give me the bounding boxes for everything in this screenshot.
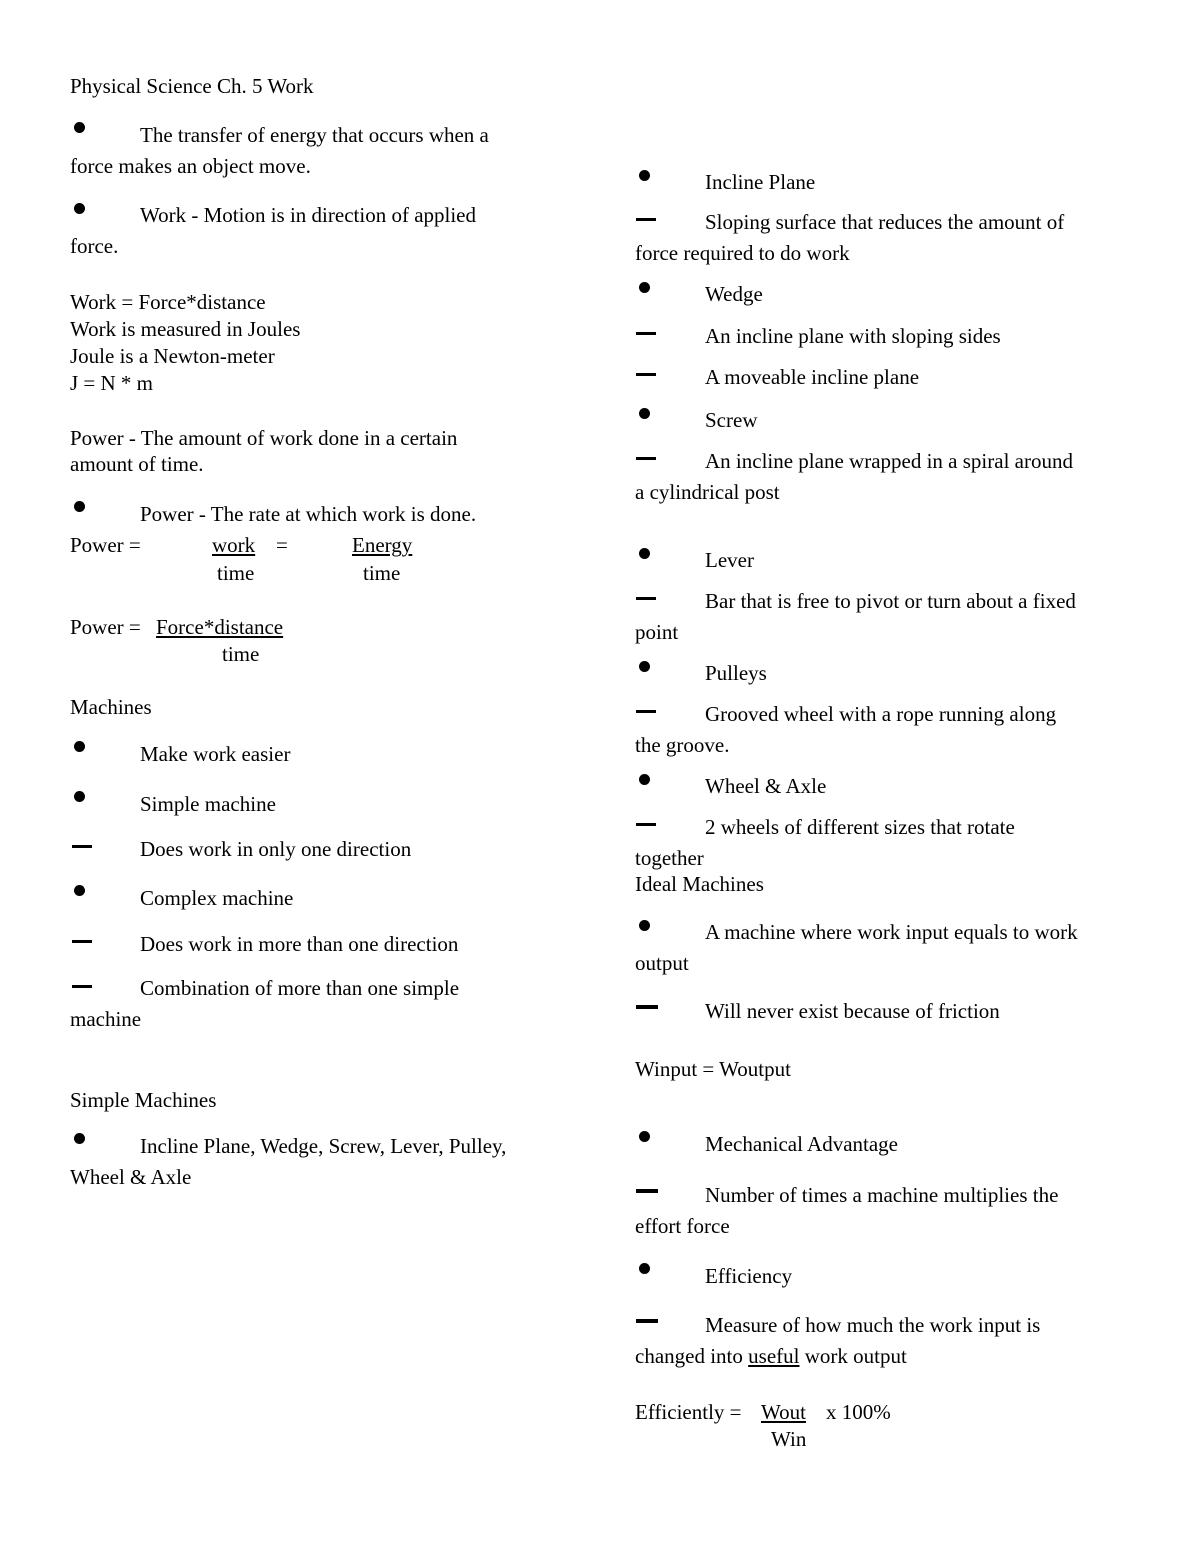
page-title: Physical Science Ch. 5 Work <box>70 74 314 98</box>
right-item-line-1: Bar that is free to pivot or turn about a fixed <box>705 589 1076 613</box>
right-item: An incline plane with sloping sides <box>705 324 1001 348</box>
machines-item: Simple machine <box>140 792 276 816</box>
power-eq-denominator: time <box>363 561 401 585</box>
power-eq2-denominator: time <box>222 642 260 666</box>
right-item-line-1: Sloping surface that reduces the amount of <box>705 210 1065 234</box>
efficiency-eq-numerator: Wout <box>761 1400 806 1424</box>
dash-icon <box>72 940 92 943</box>
right-item: Screw <box>705 408 758 432</box>
ma-item-line-2: effort force <box>635 1214 730 1238</box>
formula-line: Work = Force*distance <box>70 290 266 314</box>
bullet-icon <box>74 885 85 896</box>
bullet-icon <box>639 1263 650 1274</box>
power-eq-denominator: time <box>217 561 255 585</box>
formula-line: Joule is a Newton-meter <box>70 344 275 368</box>
winput-equation: Winput = Woutput <box>635 1057 791 1081</box>
power-definition-line-2: amount of time. <box>70 452 204 476</box>
ideal-item-line-1: A machine where work input equals to work <box>705 920 1078 944</box>
ma-item-line-2-pre: changed into <box>635 1344 749 1368</box>
bullet-icon <box>639 548 650 559</box>
dash-icon <box>636 1005 658 1009</box>
dash-icon <box>72 845 92 848</box>
right-item-line-2: a cylindrical post <box>635 480 780 504</box>
power-eq-numerator-work: work <box>212 533 256 557</box>
power-definition-line-1: Power - The amount of work done in a certain <box>70 426 458 450</box>
bullet-icon <box>639 170 650 181</box>
bullet-icon <box>639 774 650 785</box>
right-item: Wedge <box>705 282 763 306</box>
dash-icon <box>636 373 656 376</box>
bullet-icon <box>74 501 85 512</box>
ma-item: Efficiency <box>705 1264 793 1288</box>
bullet-icon <box>74 791 85 802</box>
definition-line-2: force makes an object move. <box>70 154 311 178</box>
bullet-icon <box>639 282 650 293</box>
machines-item-multiline <box>70 973 560 1035</box>
right-item-multiline <box>635 446 1135 508</box>
ideal-item-multiline <box>635 917 1135 979</box>
power-eq-lhs: Power = <box>70 533 141 557</box>
power-eq-numerator-energy: Energy <box>352 533 413 557</box>
right-item-line-2: the groove. <box>635 733 730 757</box>
machines-item-line-2: machine <box>70 1007 142 1031</box>
formula-line: J = N * m <box>70 371 154 395</box>
machines-item: Does work in only one direction <box>140 837 412 861</box>
power-eq2-lhs: Power = <box>70 615 141 639</box>
simple-machines-paragraph <box>70 1131 570 1193</box>
machines-item-line-1: Combination of more than one simple <box>140 976 460 1000</box>
ma-item-line-1: Number of times a machine multiplies the <box>705 1183 1059 1207</box>
simple-machines-line-1: Incline Plane, Wedge, Screw, Lever, Pulley, <box>140 1134 507 1158</box>
definition-paragraph <box>70 120 550 182</box>
right-item-line-2: together <box>635 846 704 870</box>
right-item: Wheel & Axle <box>705 774 827 798</box>
work-line-1: Work - Motion is in direction of applied <box>140 203 476 227</box>
work-paragraph <box>70 200 550 262</box>
power-eq2-numerator: Force*distance <box>156 615 284 639</box>
right-item: A moveable incline plane <box>705 365 920 389</box>
bullet-icon <box>639 408 650 419</box>
useful-underlined: useful <box>748 1344 800 1368</box>
ideal-item-line-2: output <box>635 951 689 975</box>
right-item-line-2: point <box>635 620 679 644</box>
machines-item: Complex machine <box>140 886 294 910</box>
right-item-multiline <box>635 812 1135 874</box>
right-item: Lever <box>705 548 754 572</box>
power-bullet-text: Power - The rate at which work is done. <box>140 502 477 526</box>
right-item-multiline <box>635 699 1135 761</box>
ma-item-multiline <box>635 1310 1135 1372</box>
machines-heading: Machines <box>70 695 152 719</box>
right-item: Pulleys <box>705 661 767 685</box>
simple-machines-line-2: Wheel & Axle <box>70 1165 192 1189</box>
ma-item-multiline <box>635 1180 1135 1242</box>
bullet-icon <box>639 661 650 672</box>
ideal-machines-heading: Ideal Machines <box>635 872 764 896</box>
efficiency-eq-denominator: Win <box>771 1427 807 1451</box>
right-item: Incline Plane <box>705 170 816 194</box>
formula-line: Work is measured in Joules <box>70 317 301 341</box>
efficiency-eq-lhs: Efficiently = <box>635 1400 742 1424</box>
ma-item: Mechanical Advantage <box>705 1132 898 1156</box>
simple-machines-heading: Simple Machines <box>70 1088 217 1112</box>
ma-item-line-1: Measure of how much the work input is <box>705 1313 1041 1337</box>
right-item-line-1: An incline plane wrapped in a spiral around <box>705 449 1073 473</box>
right-item-line-1: Grooved wheel with a rope running along <box>705 702 1057 726</box>
dash-icon <box>636 332 656 335</box>
right-item-multiline <box>635 586 1135 648</box>
right-item-line-1: 2 wheels of different sizes that rotate <box>705 815 1015 839</box>
power-eq-equals: = <box>276 533 288 557</box>
machines-item: Does work in more than one direction <box>140 932 459 956</box>
efficiency-eq-multiplier: x 100% <box>826 1400 891 1424</box>
work-line-2: force. <box>70 234 119 258</box>
definition-line-1: The transfer of energy that occurs when a <box>140 123 489 147</box>
bullet-icon <box>639 1131 650 1142</box>
machines-item: Make work easier <box>140 742 291 766</box>
right-item-multiline <box>635 207 1135 269</box>
right-item-line-2: force required to do work <box>635 241 850 265</box>
ma-item-line-2-post: work output <box>799 1344 907 1368</box>
bullet-icon <box>74 741 85 752</box>
ideal-item: Will never exist because of friction <box>705 999 1000 1023</box>
